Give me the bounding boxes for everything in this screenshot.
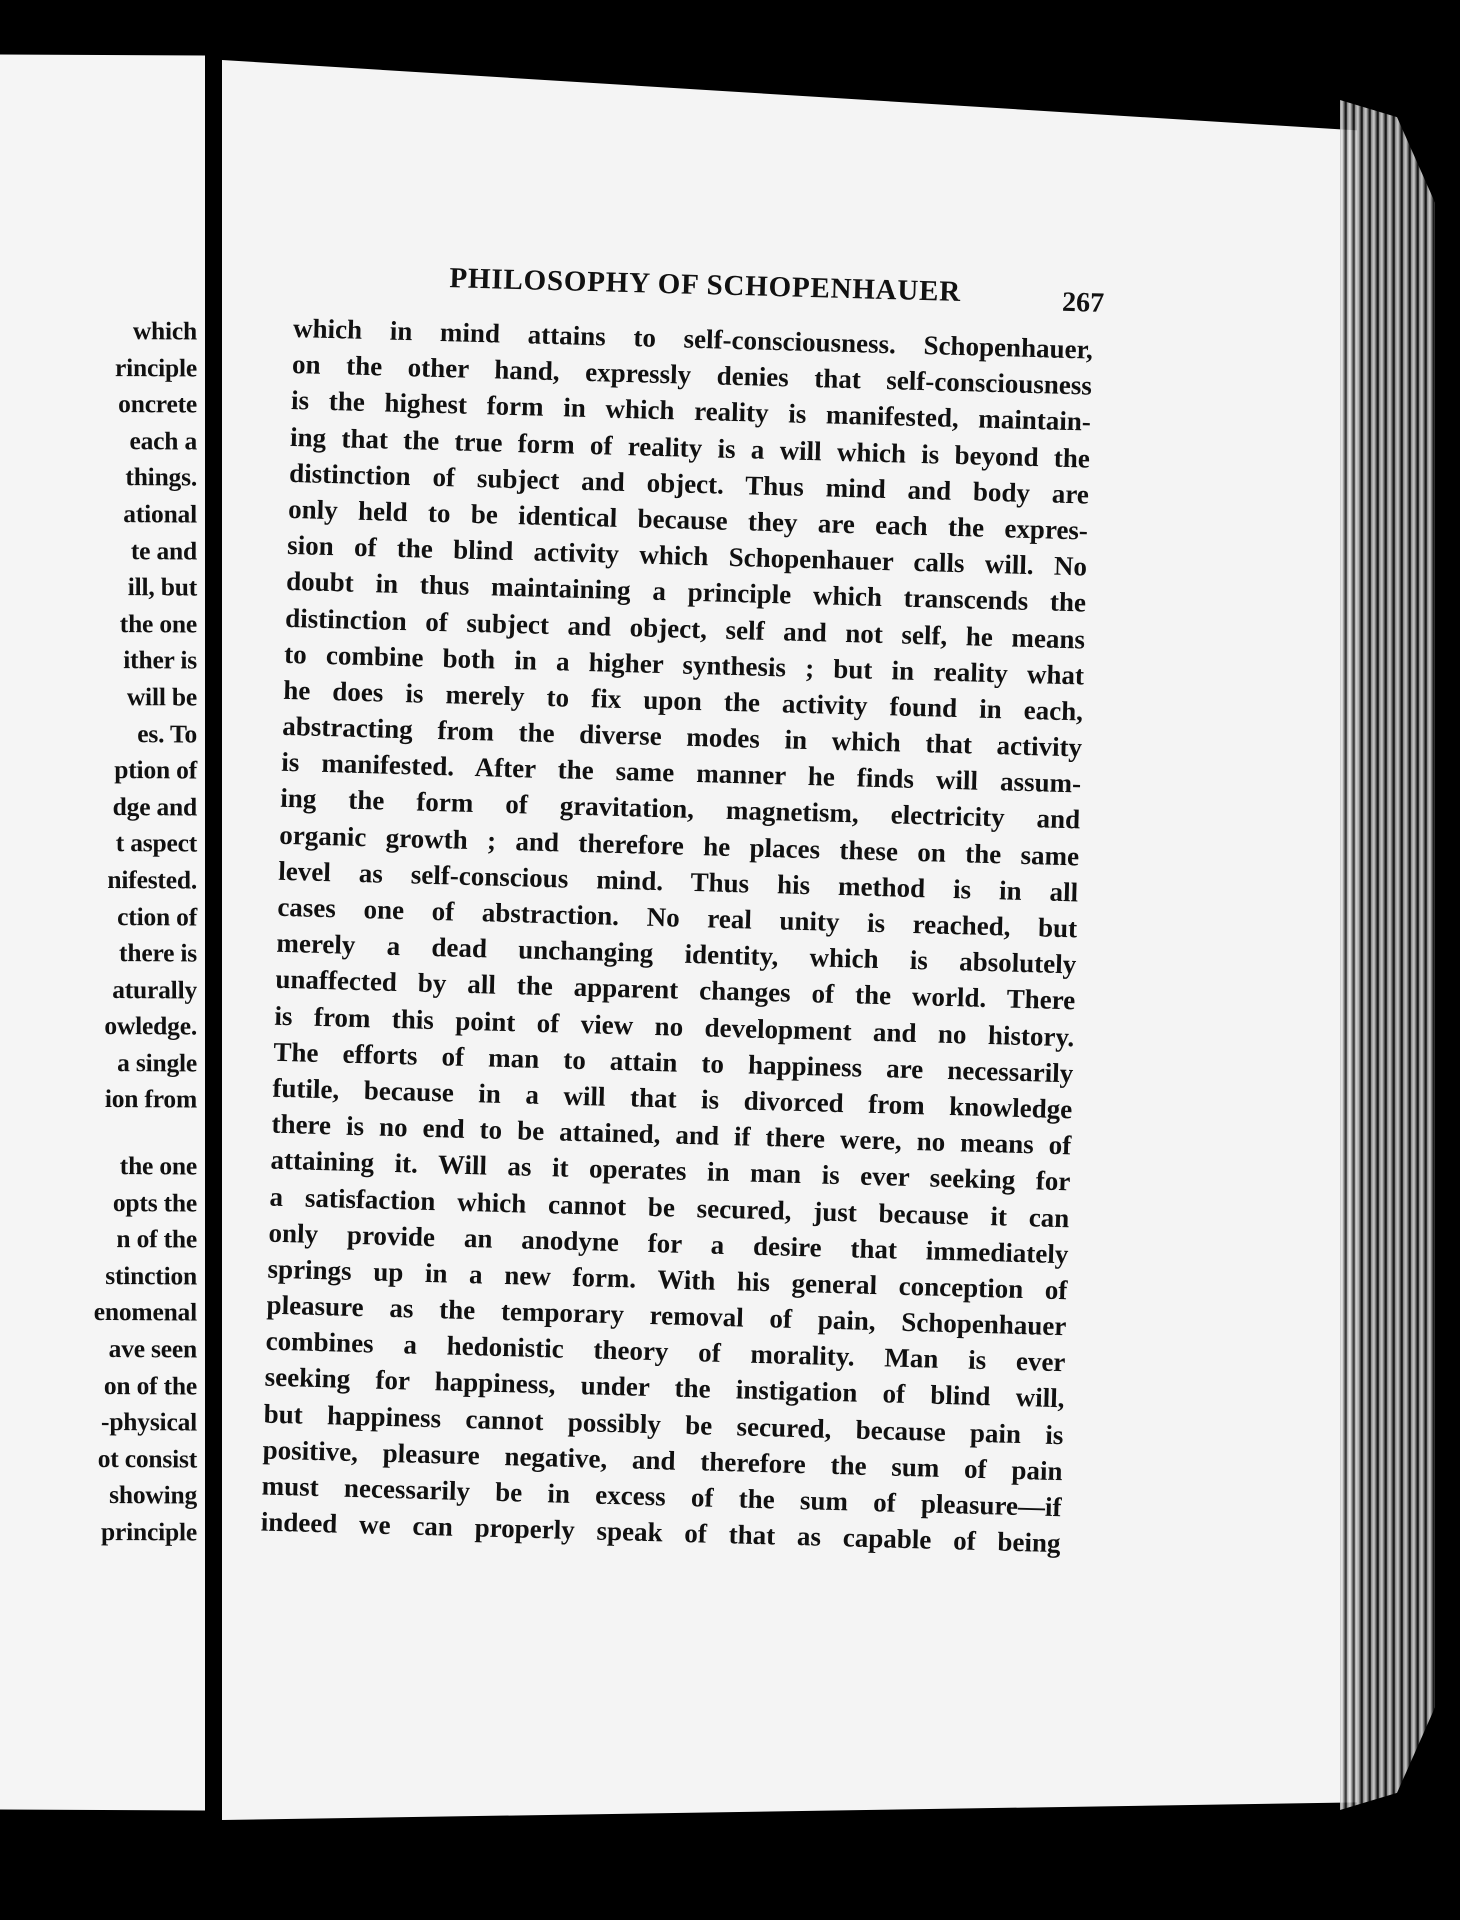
left-line: each a: [129, 425, 197, 456]
text-line: sion of the blind activity which Schopenhauer calls will. No: [286, 530, 1088, 582]
left-line: n of the: [116, 1224, 197, 1254]
left-line: ption of: [114, 755, 197, 785]
text-line: doubt in thus maintaining a principle which transcends the: [285, 566, 1087, 618]
left-line: dge and: [112, 791, 197, 822]
text-line: is the highest form in which reality is manifested, maintain-: [290, 385, 1092, 437]
text-line: springs up in a new form. With his general conception of: [267, 1253, 1068, 1306]
left-line: owledge.: [104, 1011, 197, 1041]
body-text: [260, 310, 1093, 1562]
text-line: organic growth ; and therefore he places these on the same: [278, 819, 1080, 872]
left-line: a single: [117, 1047, 197, 1078]
left-line: ill, but: [127, 572, 197, 602]
left-line: there is: [119, 938, 197, 968]
text-line: is manifested. After the same manner he finds will assum-: [280, 747, 1082, 799]
left-line: on of the: [103, 1370, 197, 1401]
left-line: the one: [119, 1151, 197, 1181]
text-line: merely a dead unchanging identity, which is absolutely: [276, 927, 1077, 980]
text-line: a satisfaction which cannot be secured, just because it can: [269, 1181, 1070, 1233]
text-line: to combine both in a higher synthesis ; but in reality what: [283, 638, 1085, 691]
text-line: abstracting from the diverse modes in which that activity: [281, 710, 1083, 763]
left-line: ither is: [123, 645, 197, 675]
right-page-text: [260, 258, 1105, 1562]
left-line: ot consist: [97, 1443, 197, 1474]
text-line: only held to be identical because they are each the expres-: [287, 493, 1089, 546]
text-line: but happiness cannot possibly be secured, because pain is: [263, 1398, 1064, 1450]
text-line: indeed we can properly speak of that as capable of being: [260, 1506, 1061, 1559]
left-line: which: [132, 316, 197, 346]
page-number: 267: [1061, 286, 1105, 319]
left-line: oncrete: [118, 389, 197, 419]
left-line: opts the: [112, 1187, 197, 1218]
text-line: attaining it. Will as it operates in man is ever seeking for: [270, 1144, 1071, 1197]
left-line: enomenal: [93, 1297, 197, 1327]
left-line: principle: [101, 1516, 197, 1547]
left-line: -physical: [101, 1407, 197, 1437]
text-line: futile, because in a will that is divorced from knowledge: [272, 1072, 1073, 1125]
left-page-text: [0, 312, 197, 1551]
text-line: positive, pleasure negative, and therefore the sum of pain: [262, 1434, 1063, 1487]
text-line: pleasure as the temporary removal of pain, Schopenhauer: [266, 1289, 1067, 1342]
left-line: nifested.: [107, 864, 197, 895]
text-line: seeking for happiness, under the instigation of blind will,: [264, 1362, 1065, 1414]
text-line: he does is merely to fix upon the activity found in each,: [282, 674, 1084, 727]
text-line: must necessarily be in excess of the sum of pleasure—if: [261, 1470, 1062, 1523]
left-line: ion from: [104, 1084, 197, 1114]
text-line: is from this point of view no development and no history.: [274, 1000, 1075, 1052]
text-line: on the other hand, expressly denies that self-consciousness: [291, 349, 1093, 401]
text-line: The efforts of man to attain to happiness are necessarily: [273, 1036, 1074, 1089]
left-line: stinction: [105, 1260, 197, 1291]
left-line: ction of: [117, 901, 197, 931]
left-line: t aspect: [115, 828, 197, 858]
text-line: distinction of subject and object. Thus mind and body are: [288, 457, 1090, 510]
left-line: rinciple: [115, 352, 197, 383]
text-line: ing that the true form of reality is a will which is beyond the: [289, 421, 1091, 474]
left-line: te and: [130, 535, 197, 566]
text-line: cases one of abstraction. No real unity is reached, but: [277, 891, 1078, 944]
left-line: ave seen: [108, 1334, 197, 1364]
page-edges: [1340, 100, 1435, 1810]
left-line: the one: [119, 608, 197, 639]
text-line: there is no end to be attained, and if there were, no means of: [271, 1108, 1072, 1161]
text-line: only provide an anodyne for a desire that immediately: [268, 1217, 1069, 1269]
left-page: [0, 54, 205, 1810]
text-line: which in mind attains to self-consciousness. Schopenhauer,: [292, 312, 1094, 365]
left-line: things.: [125, 462, 197, 492]
text-line: unaffected by all the apparent changes of the world. There: [275, 964, 1076, 1016]
left-line: showing: [109, 1480, 197, 1510]
text-line: ing the form of gravitation, magnetism, electricity and: [279, 783, 1081, 835]
left-line: es. To: [137, 718, 197, 749]
text-line: level as self-conscious mind. Thus his method is in all: [278, 855, 1079, 908]
text-line: distinction of subject and object, self and not self, he means: [284, 602, 1086, 655]
running-title: PHILOSOPHY OF SCHOPENHAUER: [449, 262, 962, 309]
left-line: ational: [123, 499, 197, 529]
left-line: will be: [126, 682, 197, 712]
text-line: combines a hedonistic theory of morality. Man is ever: [265, 1325, 1066, 1378]
left-line: aturally: [112, 974, 197, 1005]
